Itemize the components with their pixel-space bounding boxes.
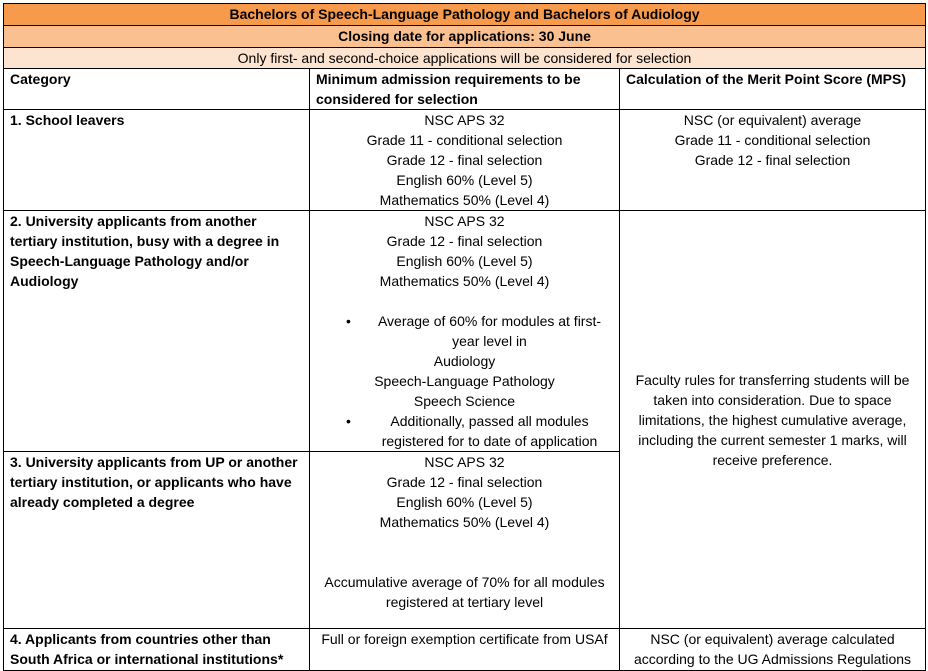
module-speech-science: Speech Science (413, 393, 516, 409)
requirement-line: Mathematics 50% (Level 4) (379, 192, 550, 208)
category-school-leavers: 1. School leavers (4, 110, 310, 211)
requirements-transfer-applicants (310, 211, 620, 452)
requirements-school-leavers (310, 110, 620, 211)
category-transfer-applicants: 2. University applicants from another tertiary institution, busy with a degree in Speech-Language Pathology and/or Audiology (4, 211, 310, 452)
requirement-line: Grade 12 - final selection (386, 474, 543, 490)
selection-note: Only first- and second-choice applications will be considered for selection (4, 48, 926, 69)
requirement-extra: Accumulative average of 70% for all modules registered at tertiary level (324, 574, 605, 610)
bullet-text: Average of 60% for modules at first-year level in (377, 313, 602, 349)
requirement-line: NSC APS 32 (424, 213, 505, 229)
mps-line: Grade 11 - conditional selection (674, 132, 871, 148)
category-up-or-degree-applicants: 3. University applicants from UP or another tertiary institution, or applicants who have already completed a degree (4, 452, 310, 629)
programme-title: Bachelors of Speech-Language Pathology and Bachelors of Audiology (4, 4, 926, 26)
mps-line: NSC (or equivalent) average (683, 112, 862, 128)
requirement-line: English 60% (Level 5) (396, 253, 533, 269)
category-international-applicants: 4. Applicants from countries other than South Africa or international institutions* (4, 629, 310, 671)
header-category: Category (4, 69, 310, 110)
requirements-international-applicants (310, 629, 620, 671)
mps-line: Grade 12 - final selection (694, 152, 851, 168)
requirement-line: Grade 11 - conditional selection (366, 132, 563, 148)
requirement-line: NSC APS 32 (424, 112, 505, 128)
requirement-line: NSC APS 32 (424, 454, 505, 470)
requirement-line: Mathematics 50% (Level 4) (379, 273, 550, 289)
requirement-line: English 60% (Level 5) (396, 172, 533, 188)
requirement-line: English 60% (Level 5) (396, 494, 533, 510)
requirement-line: Grade 12 - final selection (386, 152, 543, 168)
header-requirements: Minimum admission requirements to be considered for selection (310, 69, 620, 110)
admission-requirements-table (3, 3, 926, 671)
mps-line: NSC (or equivalent) average calculated according to the UG Admissions Regulations (633, 631, 912, 667)
closing-date: Closing date for applications: 30 June (4, 26, 926, 48)
mps-international-applicants (620, 629, 926, 671)
requirement-line: Grade 12 - final selection (386, 233, 543, 249)
bullet-item (316, 311, 613, 351)
header-mps: Calculation of the Merit Point Score (MPS) (620, 69, 926, 110)
bullet-list (316, 311, 613, 351)
bullet-item (316, 411, 613, 451)
module-speech-language-pathology: Speech-Language Pathology (374, 373, 555, 389)
requirement-line: Mathematics 50% (Level 4) (379, 514, 550, 530)
mps-shared-transfer-rules: Faculty rules for transferring students will be taken into consideration. Due to space limitations, the highest cumulative average, including the current semester 1 marks, will receive preference. (620, 211, 926, 629)
bullet-text: Additionally, passed all modules registered for to date of application (381, 413, 598, 449)
requirements-up-or-degree-applicants (310, 452, 620, 629)
requirement-line: Full or foreign exemption certificate from USAf (321, 631, 608, 647)
bullet-list (316, 411, 613, 451)
module-audiology: Audiology (433, 353, 496, 369)
mps-school-leavers (620, 110, 926, 211)
